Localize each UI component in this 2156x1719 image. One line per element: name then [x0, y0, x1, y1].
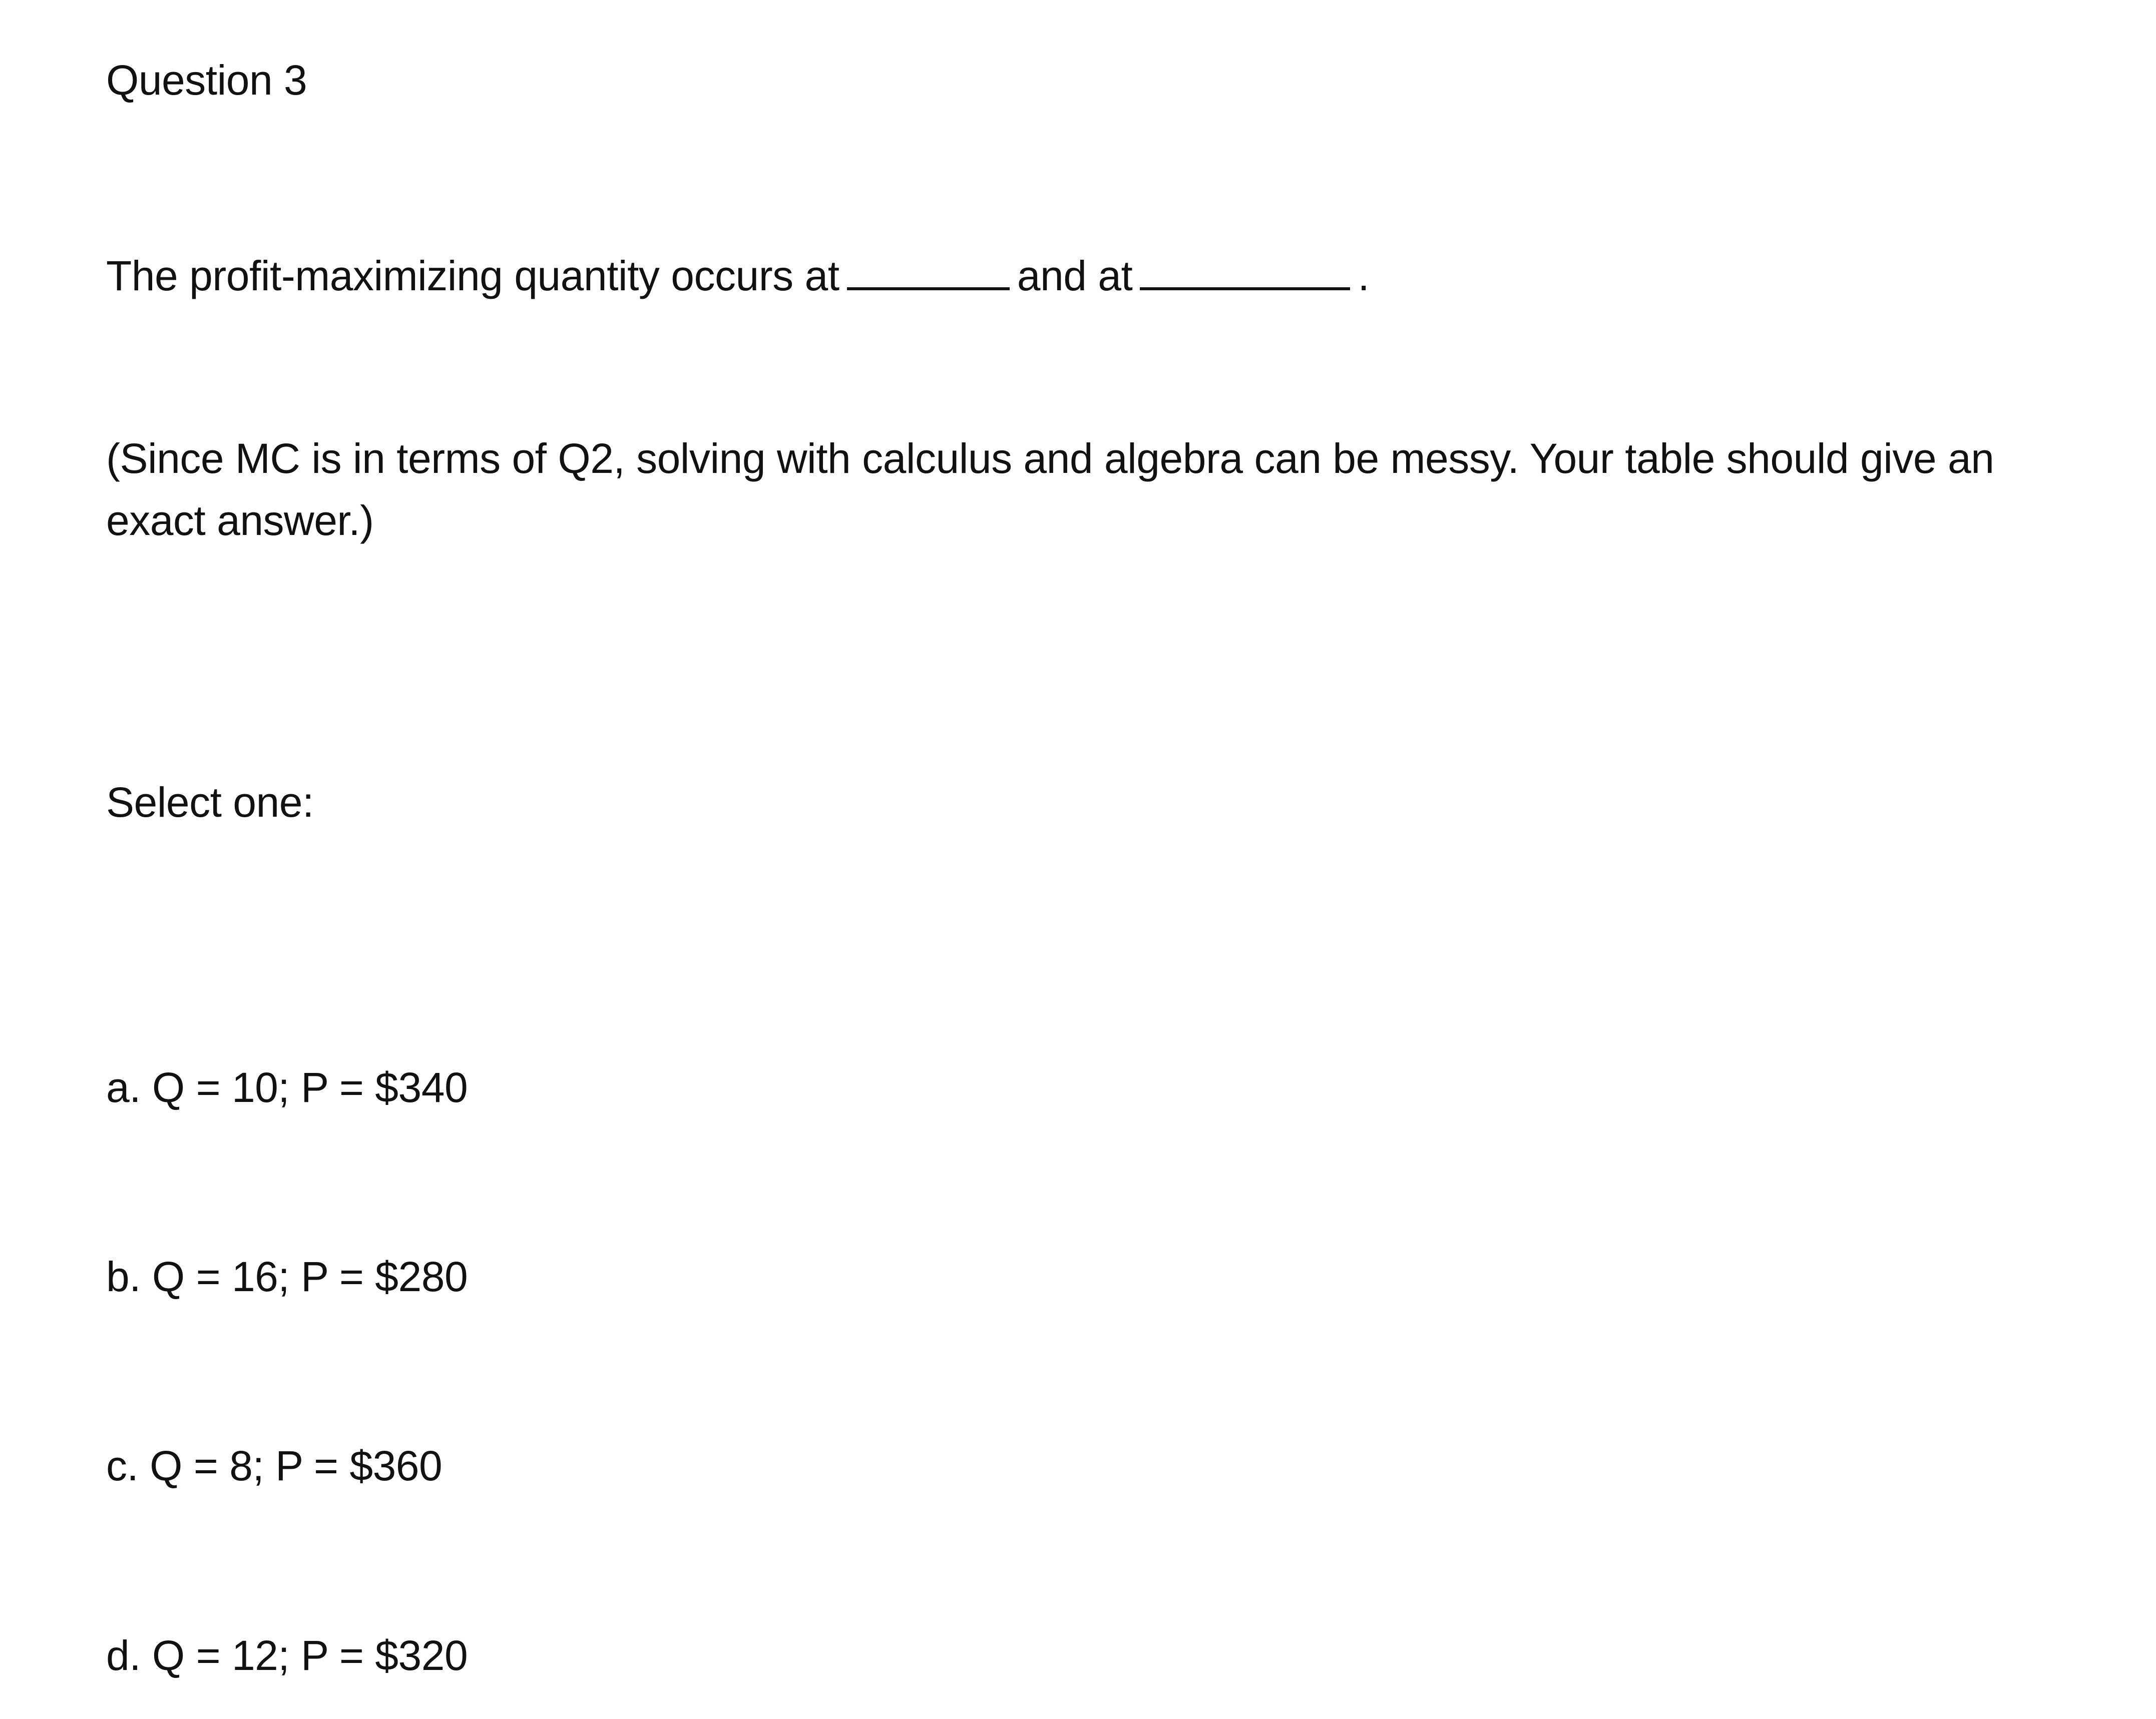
option-c[interactable]: c. Q = 8; P = $360 [106, 1442, 443, 1489]
answer-blank-2 [1140, 247, 1350, 290]
stem-text-part2: and at [1017, 252, 1133, 299]
question-stem [106, 247, 1369, 297]
option-a[interactable]: a. Q = 10; P = $340 [106, 1064, 468, 1111]
question-note-line-1: (Since MC is in terms of Q2, solving with calculus and algebra can be messy. Your table should give an [106, 435, 1994, 482]
option-d[interactable]: d. Q = 12; P = $320 [106, 1632, 468, 1679]
question-title: Question 3 [106, 57, 307, 104]
question-note-line-2: exact answer.) [106, 497, 374, 544]
answer-blank-1 [847, 247, 1010, 290]
stem-text-part1: The profit-maximizing quantity occurs at [106, 252, 839, 299]
select-one-prompt: Select one: [106, 779, 314, 826]
option-b[interactable]: b. Q = 16; P = $280 [106, 1253, 468, 1300]
stem-period: . [1358, 252, 1370, 299]
